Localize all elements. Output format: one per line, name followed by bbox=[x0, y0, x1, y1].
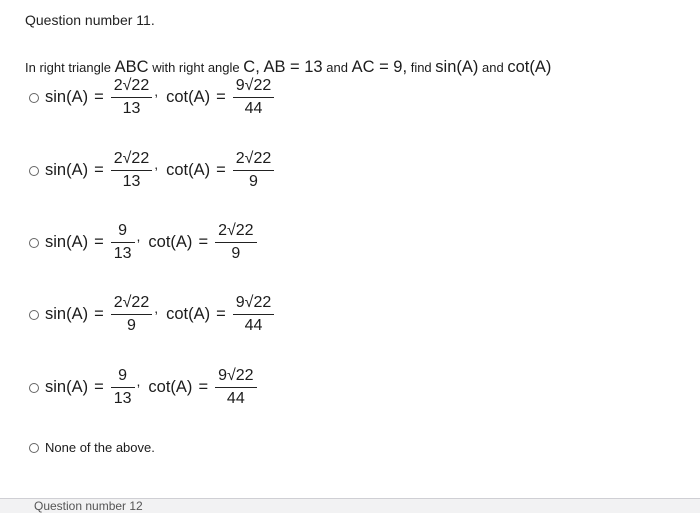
next-question-label: Question number 12 bbox=[34, 499, 143, 513]
cot-denominator: 44 bbox=[226, 390, 245, 407]
equals-sign: = bbox=[216, 161, 226, 179]
sin-label: sin(A) bbox=[45, 88, 89, 106]
none-of-the-above-label: None of the above. bbox=[45, 440, 155, 455]
cot-numerator: 2√22 bbox=[218, 222, 254, 239]
sin-label: sin(A) bbox=[45, 233, 89, 251]
cot-numerator: 2√22 bbox=[235, 150, 272, 167]
radio-button[interactable] bbox=[29, 166, 39, 176]
sin-numerator: 9 bbox=[118, 367, 128, 384]
question-stem bbox=[25, 58, 551, 77]
sin-numerator: 2√22 bbox=[113, 150, 150, 167]
comma: , bbox=[136, 228, 141, 244]
cot-numerator: 9√22 bbox=[218, 367, 254, 384]
cot-label: cot(A) bbox=[148, 233, 193, 251]
answer-option-5[interactable] bbox=[29, 368, 257, 407]
cot-label: cot(A) bbox=[148, 378, 193, 396]
radio-button[interactable] bbox=[29, 383, 39, 393]
stem-and-2: and bbox=[482, 60, 504, 75]
equals-sign: = bbox=[198, 233, 209, 251]
cot-denominator: 44 bbox=[244, 100, 263, 117]
stem-cot: cot(A) bbox=[507, 58, 552, 76]
answer-option-1[interactable] bbox=[29, 78, 274, 117]
answer-option-4[interactable] bbox=[29, 295, 274, 334]
sin-numerator: 2√22 bbox=[113, 77, 150, 94]
cot-fraction bbox=[215, 223, 256, 262]
sin-label: sin(A) bbox=[45, 305, 89, 323]
equals-sign: = bbox=[198, 378, 209, 396]
sin-denominator: 13 bbox=[113, 390, 132, 407]
comma: , bbox=[136, 373, 141, 389]
stem-prefix: In right triangle bbox=[25, 60, 111, 75]
sin-denominator: 13 bbox=[113, 245, 132, 262]
equals-sign: = bbox=[216, 305, 226, 323]
triangle-name: ABC bbox=[114, 58, 149, 76]
stem-and: and bbox=[326, 60, 348, 75]
answer-option-none[interactable] bbox=[29, 440, 155, 455]
sin-fraction bbox=[111, 151, 152, 190]
equals-sign: = bbox=[94, 88, 104, 106]
cot-numerator: 9√22 bbox=[235, 294, 272, 311]
radio-button[interactable] bbox=[29, 238, 39, 248]
cot-label: cot(A) bbox=[166, 88, 211, 106]
cot-label: cot(A) bbox=[166, 161, 211, 179]
equals-sign: = bbox=[94, 233, 104, 251]
sin-label: sin(A) bbox=[45, 161, 89, 179]
stem-sin: sin(A) bbox=[435, 58, 479, 76]
stem-find: find bbox=[410, 60, 432, 75]
radio-button[interactable] bbox=[29, 443, 39, 453]
answer-option-3[interactable] bbox=[29, 223, 257, 262]
sin-fraction bbox=[111, 78, 152, 117]
sin-denominator: 13 bbox=[122, 173, 141, 190]
cot-denominator: 9 bbox=[249, 173, 258, 190]
answer-option-2[interactable] bbox=[29, 151, 274, 190]
cot-fraction bbox=[233, 78, 274, 117]
equals-sign: = bbox=[94, 161, 104, 179]
comma: , bbox=[154, 156, 159, 172]
radio-button[interactable] bbox=[29, 310, 39, 320]
sin-fraction bbox=[111, 295, 152, 334]
comma: , bbox=[154, 300, 159, 316]
cot-fraction bbox=[215, 368, 256, 407]
ac-length: AC = 9, bbox=[351, 58, 408, 76]
cot-numerator: 9√22 bbox=[235, 77, 272, 94]
sin-fraction bbox=[111, 223, 135, 262]
right-angle-vertex: C bbox=[243, 58, 256, 76]
comma: , bbox=[154, 83, 159, 99]
cot-label: cot(A) bbox=[166, 305, 211, 323]
sin-denominator: 13 bbox=[122, 100, 141, 117]
equals-sign: = bbox=[216, 88, 226, 106]
cot-denominator: 44 bbox=[244, 317, 263, 334]
equals-sign: = bbox=[94, 305, 104, 323]
cot-fraction bbox=[233, 295, 274, 334]
sin-numerator: 2√22 bbox=[113, 294, 150, 311]
sin-label: sin(A) bbox=[45, 378, 89, 396]
equals-sign: = bbox=[94, 378, 104, 396]
cot-fraction bbox=[233, 151, 274, 190]
stem-right-angle: with right angle bbox=[152, 60, 240, 75]
sin-denominator: 9 bbox=[127, 317, 136, 334]
ab-length: , AB = 13 bbox=[255, 58, 323, 76]
question-number: Question number 11. bbox=[25, 12, 155, 28]
sin-numerator: 9 bbox=[118, 222, 128, 239]
sin-fraction bbox=[111, 368, 135, 407]
cot-denominator: 9 bbox=[231, 245, 241, 262]
radio-button[interactable] bbox=[29, 93, 39, 103]
